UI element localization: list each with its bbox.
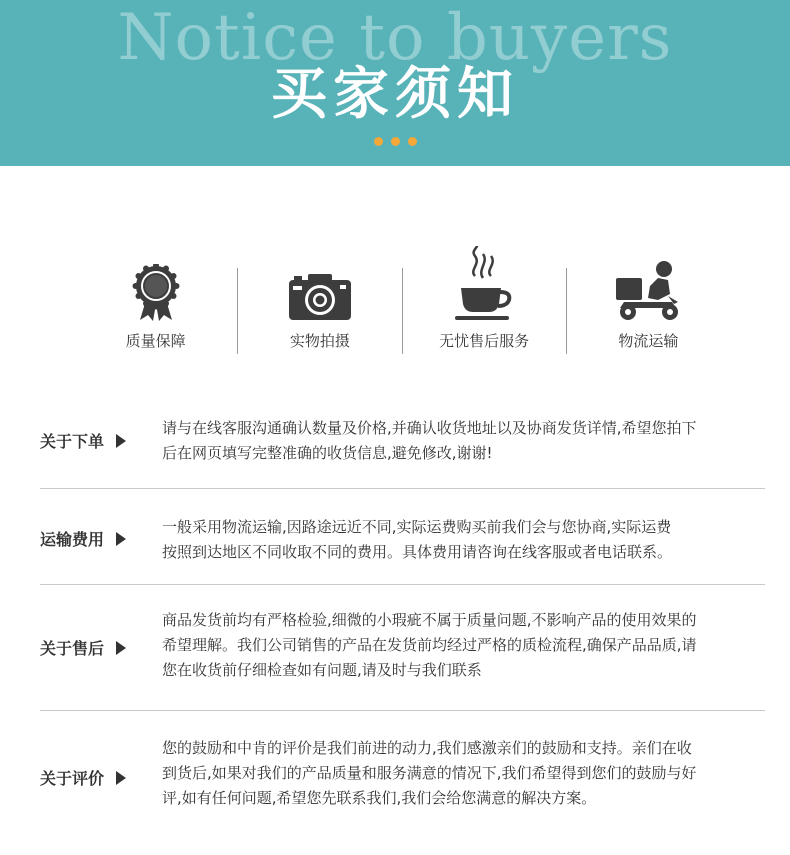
- section-heading: 运输费用: [40, 527, 155, 550]
- feature-row: [74, 240, 730, 360]
- feature-label: 实物拍摄: [289, 332, 350, 350]
- feature-quality: [74, 240, 237, 360]
- arrow-right-icon: [116, 532, 126, 546]
- feature-photo: [238, 240, 401, 360]
- banner-background-text: Notice to buyers: [117, 1, 673, 75]
- arrow-right-icon: [116, 771, 126, 785]
- section-text: 您的鼓励和中肯的评价是我们前进的动力,我们感激亲们的鼓励和支持。亲们在收 到货后,如果对我们的产品质量和服务满意的情况下,我们希望得到您们的鼓励与好 评,如有任何问题,希望您先联系我们,我们会给您满意的解决方案。: [162, 739, 697, 807]
- award-badge-icon: [132, 252, 180, 322]
- camera-icon: [288, 252, 352, 322]
- section-text: 商品发货前均有严格检验,细微的小瑕疵不属于质量问题,不影响产品的使用效果的 希望理解。我们公司销售的产品在发货前均经过严格的质检流程,确保产品品质,请 您在收货前仔细检查如有问题,请及时与我们联系: [162, 611, 697, 679]
- delivery-scooter-icon: [614, 252, 682, 322]
- feature-logistics: [567, 240, 730, 360]
- dot: [408, 137, 417, 146]
- feature-aftersale: [403, 240, 566, 360]
- feature-label: 物流运输: [618, 332, 679, 350]
- feature-label: 质量保障: [125, 332, 186, 350]
- banner-title: 买家须知: [271, 61, 519, 127]
- section-text: 一般采用物流运输,因路途远近不同,实际运费购买前我们会与您协商,实际运费 按照到达地区不同收取不同的费用。具体费用请咨询在线客服或者电话联系。: [162, 518, 673, 561]
- section-heading: 关于评价: [40, 766, 155, 789]
- section-shipping: [40, 513, 765, 573]
- divider-line: [40, 584, 765, 585]
- feature-label: 无忧售后服务: [439, 332, 530, 350]
- banner-dots: [0, 137, 790, 146]
- section-order: [40, 415, 765, 475]
- section-heading: 关于下单: [40, 429, 155, 452]
- section-review: [40, 736, 765, 816]
- section-heading: 关于售后: [40, 636, 155, 659]
- dot: [374, 137, 383, 146]
- section-aftersale: [40, 606, 765, 686]
- coffee-cup-icon: [453, 252, 515, 322]
- divider-line: [40, 710, 765, 711]
- arrow-right-icon: [116, 641, 126, 655]
- arrow-right-icon: [116, 434, 126, 448]
- divider-line: [40, 488, 765, 489]
- dot: [391, 137, 400, 146]
- section-text: 请与在线客服沟通确认数量及价格,并确认收货地址以及协商发货详情,希望您拍下 后在网页填写完整准确的收货信息,避免修改,谢谢!: [162, 419, 697, 462]
- notice-banner: [0, 0, 790, 166]
